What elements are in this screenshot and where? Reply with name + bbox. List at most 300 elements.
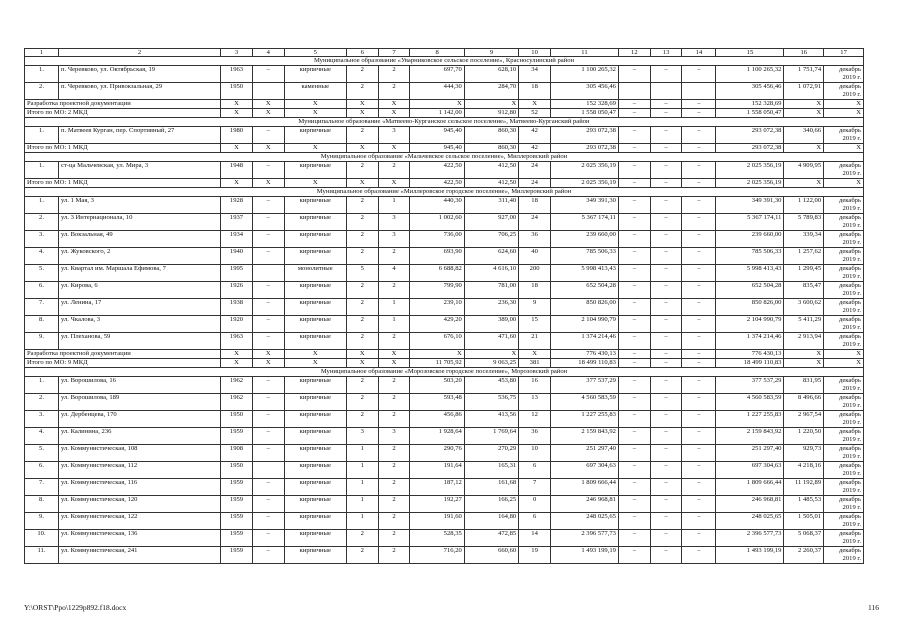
table-cell: ул. Жуковского, 2 (59, 248, 221, 265)
table-cell: 8 496,66 (784, 394, 824, 411)
table-cell: ул. Коммунистическая, 241 (59, 547, 221, 564)
table-row (25, 377, 864, 394)
table-cell: 2 (346, 547, 378, 564)
table-cell: 413,56 (464, 411, 518, 428)
table-cell: – (618, 162, 650, 179)
register-table (24, 48, 864, 564)
table-cell: 16 (519, 377, 551, 394)
table-cell: 21 (519, 333, 551, 350)
table-cell: – (252, 513, 284, 530)
table-cell: 1 374 214,46 (716, 333, 784, 350)
table-cell: 1 (346, 445, 378, 462)
table-cell: – (252, 282, 284, 299)
table-row (25, 445, 864, 462)
table-cell: X (346, 179, 378, 188)
table-cell: 2 913,94 (784, 333, 824, 350)
table-cell: X (284, 109, 346, 118)
table-cell: 503,20 (410, 377, 464, 394)
table-cell: – (682, 197, 716, 214)
table-cell: 248 025,65 (716, 513, 784, 530)
table-cell: 2 (346, 248, 378, 265)
table-cell: 293 072,38 (716, 144, 784, 153)
table-cell: – (682, 359, 716, 368)
table-cell: – (252, 530, 284, 547)
table-cell: X (346, 350, 378, 359)
table-cell: кирпичные (284, 411, 346, 428)
column-number: 2 (59, 49, 221, 57)
table-cell: кирпичные (284, 214, 346, 231)
column-number: 9 (464, 49, 518, 57)
table-cell (682, 83, 716, 100)
table-cell: ул. Коммунистическая, 120 (59, 496, 221, 513)
table-cell: 11 192,89 (784, 479, 824, 496)
page-number: 116 (868, 603, 879, 612)
table-row (25, 265, 864, 282)
table-cell: ул. Кирова, 6 (59, 282, 221, 299)
table-cell: кирпичные (284, 496, 346, 513)
table-cell: 1 002,60 (410, 214, 464, 231)
table-cell (252, 83, 284, 100)
table-cell: 1963 (221, 66, 253, 83)
table-cell: – (618, 197, 650, 214)
table-cell: 377 537,29 (716, 377, 784, 394)
table-cell: 5. (25, 265, 59, 282)
table-cell: декабрь 2019 г. (824, 547, 864, 564)
table-cell: – (650, 231, 682, 248)
table-cell: 1 769,64 (464, 428, 518, 445)
table-cell: 1940 (221, 248, 253, 265)
section-title: Муниципальное образование «Морозовское городское поселение», Морозовский район (25, 368, 864, 377)
column-number: 6 (346, 49, 378, 57)
table-cell: 18 499 110,83 (716, 359, 784, 368)
table-cell: – (618, 496, 650, 513)
table-cell: X (784, 359, 824, 368)
table-cell: 785 506,33 (716, 248, 784, 265)
table-cell: 3 600,62 (784, 299, 824, 316)
table-cell: – (682, 316, 716, 333)
table-cell: – (252, 231, 284, 248)
table-row (25, 513, 864, 530)
table-cell: 2. (25, 394, 59, 411)
table-cell: 2 (346, 394, 378, 411)
table-cell: 2 (346, 66, 378, 83)
table-cell: кирпичные (284, 231, 346, 248)
table-cell: 1 505,01 (784, 513, 824, 530)
table-cell: кирпичные (284, 197, 346, 214)
table-cell: 2 (378, 333, 410, 350)
table-cell: – (650, 197, 682, 214)
table-cell: кирпичные (284, 428, 346, 445)
table-cell: декабрь 2019 г. (824, 282, 864, 299)
table-cell: Итого по МО: 9 МКД (25, 359, 221, 368)
table-cell: п. Матвеев Курган, пер. Спортивный, 27 (59, 127, 221, 144)
table-cell: ул. Плеханова, 59 (59, 333, 221, 350)
table-cell: 6. (25, 282, 59, 299)
table-cell: 927,00 (464, 214, 518, 231)
table-cell: 191,64 (410, 462, 464, 479)
table-cell: 2 (378, 248, 410, 265)
table-cell: 6 (519, 513, 551, 530)
table-cell: кирпичные (284, 162, 346, 179)
table-cell: 716,20 (410, 547, 464, 564)
table-cell: ул. Калинина, 236 (59, 428, 221, 445)
table-cell: – (252, 496, 284, 513)
table-cell: 1 227 255,83 (550, 411, 618, 428)
table-cell: 1 (346, 496, 378, 513)
table-cell: декабрь 2019 г. (824, 265, 864, 282)
table-cell: 2 (346, 377, 378, 394)
table-cell: декабрь 2019 г. (824, 377, 864, 394)
table-cell: 152 328,69 (716, 100, 784, 109)
table-cell: 293 072,38 (550, 127, 618, 144)
table-cell: 239,10 (410, 299, 464, 316)
table-cell: 42 (519, 144, 551, 153)
table-cell: 239 660,00 (550, 231, 618, 248)
table-cell: X (284, 350, 346, 359)
table-cell: X (221, 359, 253, 368)
table-cell: ул. 1 Мая, 3 (59, 197, 221, 214)
table-cell: 9 (519, 299, 551, 316)
section-header-row (25, 57, 864, 66)
table-cell: 2 (346, 282, 378, 299)
table-cell: – (252, 162, 284, 179)
table-cell: 5 998 413,43 (716, 265, 784, 282)
table-cell: – (682, 144, 716, 153)
table-cell: 270,29 (464, 445, 518, 462)
table-cell: X (784, 100, 824, 109)
column-number: 1 (25, 49, 59, 57)
table-cell: 2 (346, 162, 378, 179)
table-cell: 1 257,62 (784, 248, 824, 265)
table-cell: декабрь 2019 г. (824, 162, 864, 179)
table-cell: – (252, 197, 284, 214)
column-number-row (25, 49, 864, 57)
table-cell: 4 (378, 265, 410, 282)
table-row (25, 162, 864, 179)
table-cell: – (618, 248, 650, 265)
table-row (25, 127, 864, 144)
column-number: 7 (378, 49, 410, 57)
table-cell: 929,73 (784, 445, 824, 462)
file-path: Y:\ORST\Ppo\1229p892.f18.docx (24, 603, 127, 612)
table-cell: 5 (346, 265, 378, 282)
summary-row (25, 144, 864, 153)
table-cell: 381 (519, 359, 551, 368)
table-cell: 2 (346, 83, 378, 100)
table-cell: X (378, 359, 410, 368)
table-cell: X (284, 179, 346, 188)
table-cell: кирпичные (284, 248, 346, 265)
table-row (25, 496, 864, 513)
table-cell: 2 (378, 530, 410, 547)
table-cell: – (682, 350, 716, 359)
table-cell: – (618, 333, 650, 350)
table-cell: декабрь 2019 г. (824, 248, 864, 265)
table-cell: 835,47 (784, 282, 824, 299)
table-cell: 652 504,28 (716, 282, 784, 299)
table-cell: – (618, 100, 650, 109)
table-cell: 2 260,37 (784, 547, 824, 564)
table-cell: 945,40 (410, 127, 464, 144)
table-cell: 1 485,53 (784, 496, 824, 513)
table-cell: – (682, 479, 716, 496)
table-cell: – (650, 100, 682, 109)
table-cell: 7. (25, 299, 59, 316)
table-cell: X (221, 100, 253, 109)
table-cell: 5 998 413,43 (550, 265, 618, 282)
table-cell: – (618, 445, 650, 462)
table-cell: 429,20 (410, 316, 464, 333)
table-cell: 785 506,33 (550, 248, 618, 265)
table-cell: – (682, 265, 716, 282)
table-cell: 412,50 (464, 179, 518, 188)
table-cell: – (252, 479, 284, 496)
table-cell: – (252, 214, 284, 231)
table-cell: декабрь 2019 г. (824, 513, 864, 530)
table-cell: 860,30 (464, 144, 518, 153)
table-cell: ул. Ленина, 17 (59, 299, 221, 316)
table-cell: 340,66 (784, 127, 824, 144)
table-cell: 1 (378, 299, 410, 316)
table-cell: X (252, 179, 284, 188)
table-cell: – (650, 547, 682, 564)
table-cell: 5 367 174,11 (550, 214, 618, 231)
table-cell: X (221, 179, 253, 188)
table-cell: 1 227 255,83 (716, 411, 784, 428)
table-cell: 2 159 843,92 (716, 428, 784, 445)
table-cell: 2 (378, 162, 410, 179)
table-cell: – (618, 265, 650, 282)
table-cell: 1959 (221, 496, 253, 513)
table-cell: ул. Ворошилова, 189 (59, 394, 221, 411)
table-cell: 697 304,63 (716, 462, 784, 479)
table-cell: 1. (25, 377, 59, 394)
table-cell: – (252, 428, 284, 445)
table-cell: ул. Коммунистическая, 112 (59, 462, 221, 479)
table-cell: – (682, 231, 716, 248)
table-cell: 624,60 (464, 248, 518, 265)
table-cell: – (618, 214, 650, 231)
table-cell: 293 072,38 (550, 144, 618, 153)
table-cell: 18 (519, 282, 551, 299)
column-number: 8 (410, 49, 464, 57)
table-row (25, 282, 864, 299)
table-row (25, 462, 864, 479)
table-cell: X (410, 350, 464, 359)
table-cell: X (784, 179, 824, 188)
table-cell: 166,25 (464, 496, 518, 513)
section-title: Муниципальное образование «Матвеево-Курганское сельское поселение», Матвеево-Курганский район (25, 118, 864, 127)
table-cell: 349 391,30 (550, 197, 618, 214)
table-cell: X (410, 100, 464, 109)
table-cell: 697 304,63 (550, 462, 618, 479)
table-cell: X (824, 179, 864, 188)
table-row (25, 197, 864, 214)
table-cell: декабрь 2019 г. (824, 411, 864, 428)
table-cell: 1 558 050,47 (550, 109, 618, 118)
table-cell: 9 063,25 (464, 359, 518, 368)
table-cell: – (252, 411, 284, 428)
table-cell: 2 (378, 479, 410, 496)
table-cell: каменные (284, 83, 346, 100)
table-cell: 1. (25, 66, 59, 83)
table-cell: 2 025 356,19 (716, 162, 784, 179)
table-cell (650, 83, 682, 100)
table-cell: X (284, 144, 346, 153)
table-cell: 5 068,37 (784, 530, 824, 547)
table-cell: – (252, 127, 284, 144)
table-cell: X (346, 144, 378, 153)
table-cell: – (618, 530, 650, 547)
table-cell: 2 (378, 547, 410, 564)
table-cell: 2 (378, 282, 410, 299)
table-cell: 24 (519, 162, 551, 179)
table-cell: 10. (25, 530, 59, 547)
table-cell: 1 809 666,44 (550, 479, 618, 496)
table-cell: 440,30 (410, 197, 464, 214)
table-cell: – (650, 179, 682, 188)
table-cell: 9. (25, 333, 59, 350)
table-cell: – (650, 248, 682, 265)
table-cell: X (221, 109, 253, 118)
table-cell: 1908 (221, 445, 253, 462)
table-cell: кирпичные (284, 479, 346, 496)
table-cell: декабрь 2019 г. (824, 197, 864, 214)
table-cell: декабрь 2019 г. (824, 479, 864, 496)
table-cell: 1950 (221, 83, 253, 100)
table-cell: 6 688,82 (410, 265, 464, 282)
table-cell: 13 (519, 394, 551, 411)
table-cell: ул. Квартал им. Маршала Ефимова, 7 (59, 265, 221, 282)
table-cell: 5 367 174,11 (716, 214, 784, 231)
column-number: 11 (550, 49, 618, 57)
table-cell: 0 (519, 496, 551, 513)
table-cell: 1 220,50 (784, 428, 824, 445)
table-cell: X (221, 350, 253, 359)
table-cell: – (252, 66, 284, 83)
table-cell: 1 493 199,19 (550, 547, 618, 564)
table-cell: 3 (378, 231, 410, 248)
table-cell: 24 (519, 179, 551, 188)
table-cell: 52 (519, 109, 551, 118)
table-cell: 776 430,13 (550, 350, 618, 359)
table-cell: ул. Ворошилова, 16 (59, 377, 221, 394)
table-cell (618, 83, 650, 100)
table-cell: 1 (378, 197, 410, 214)
table-cell: – (682, 394, 716, 411)
table-cell: 945,40 (410, 144, 464, 153)
table-cell: 1962 (221, 377, 253, 394)
table-cell: 1 (346, 462, 378, 479)
table-cell: 18 (519, 197, 551, 214)
table-row (25, 333, 864, 350)
table-cell: – (650, 479, 682, 496)
table-cell: 2 (346, 333, 378, 350)
table-row (25, 530, 864, 547)
table-cell: – (650, 462, 682, 479)
table-cell: 3 (378, 127, 410, 144)
table-row (25, 316, 864, 333)
table-row (25, 66, 864, 83)
table-cell: – (650, 66, 682, 83)
table-cell: 3. (25, 411, 59, 428)
table-cell: 305 456,46 (716, 83, 784, 100)
table-cell: 1 493 199,19 (716, 547, 784, 564)
column-number: 17 (824, 49, 864, 57)
table-cell: 456,86 (410, 411, 464, 428)
table-cell: 2 (378, 83, 410, 100)
table-cell: 1959 (221, 428, 253, 445)
table-cell: – (618, 231, 650, 248)
table-cell: монолитные (284, 265, 346, 282)
table-cell: 2 (378, 513, 410, 530)
table-cell: 349 391,30 (716, 197, 784, 214)
table-cell: 2 159 843,92 (550, 428, 618, 445)
table-cell: 593,48 (410, 394, 464, 411)
table-cell: 2 (378, 411, 410, 428)
table-cell: 2 (346, 316, 378, 333)
table-cell: – (650, 299, 682, 316)
table-cell: – (618, 462, 650, 479)
table-cell: 34 (519, 66, 551, 83)
table-cell: кирпичные (284, 530, 346, 547)
table-cell: 453,80 (464, 377, 518, 394)
table-cell: кирпичные (284, 377, 346, 394)
table-cell: кирпичные (284, 282, 346, 299)
table-cell: 444,30 (410, 83, 464, 100)
table-cell: X (252, 100, 284, 109)
table-cell: – (682, 299, 716, 316)
table-cell: 11. (25, 547, 59, 564)
table-cell: – (682, 100, 716, 109)
table-cell: X (784, 144, 824, 153)
table-cell: 5 411,29 (784, 316, 824, 333)
table-cell: 781,00 (464, 282, 518, 299)
table-cell: 1926 (221, 282, 253, 299)
table-cell: X (252, 359, 284, 368)
table-cell: 706,25 (464, 231, 518, 248)
table-cell: 697,70 (410, 66, 464, 83)
table-cell: 19 (519, 547, 551, 564)
table-cell: 3 (378, 214, 410, 231)
table-cell: 1 374 214,46 (550, 333, 618, 350)
table-cell: 912,80 (464, 109, 518, 118)
table-cell: Разработка проектной документации (25, 350, 221, 359)
table-cell: X (824, 359, 864, 368)
table-cell: – (618, 359, 650, 368)
table-cell: – (618, 109, 650, 118)
table-cell: 2 (378, 445, 410, 462)
section-title: Муниципальное образование «Уварниковское сельское поселение», Красносулинский район (25, 57, 864, 66)
table-cell: 36 (519, 231, 551, 248)
table-cell: X (378, 179, 410, 188)
column-number: 10 (519, 49, 551, 57)
table-cell (252, 462, 284, 479)
table-row (25, 411, 864, 428)
table-cell: – (682, 66, 716, 83)
table-cell: – (618, 377, 650, 394)
table-cell: 251 297,40 (716, 445, 784, 462)
table-cell: 1928 (221, 197, 253, 214)
table-cell: – (252, 316, 284, 333)
table-cell: – (682, 530, 716, 547)
table-cell: 1 100 265,32 (550, 66, 618, 83)
table-cell: кирпичные (284, 547, 346, 564)
table-cell: – (650, 282, 682, 299)
table-cell: 1. (25, 127, 59, 144)
table-cell: 1 100 265,32 (716, 66, 784, 83)
table-cell: – (252, 394, 284, 411)
